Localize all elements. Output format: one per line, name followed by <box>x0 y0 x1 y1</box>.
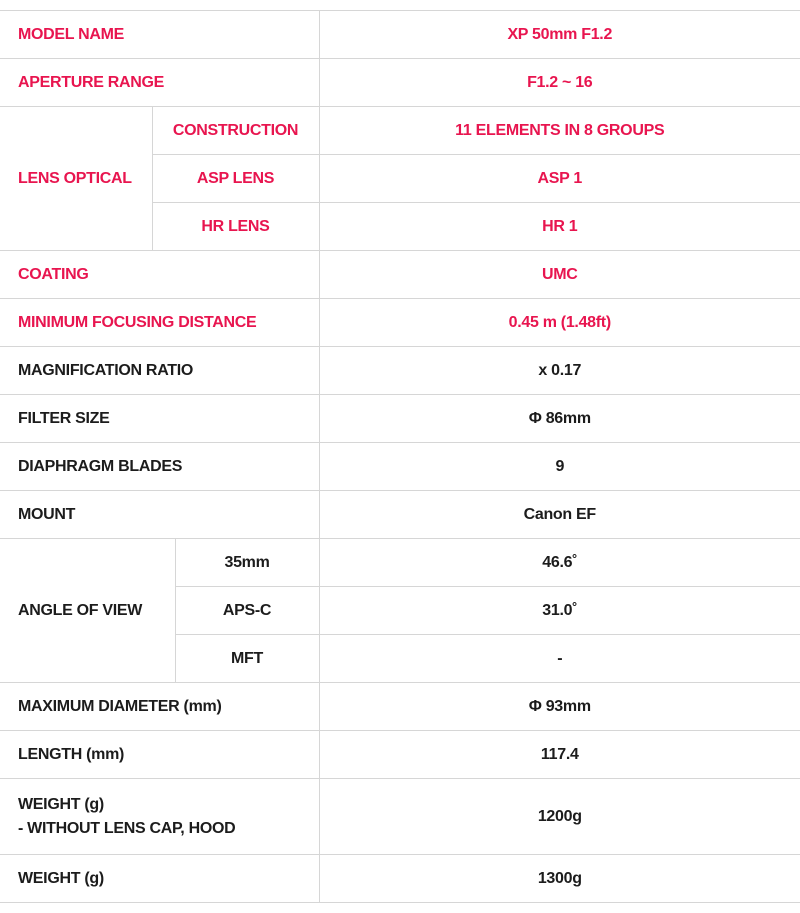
label-asp-lens: ASP LENS <box>152 155 319 203</box>
label-weight: WEIGHT (g) <box>0 855 319 903</box>
label-max-diameter: MAXIMUM DIAMETER (mm) <box>0 683 319 731</box>
value-model-name: XP 50mm F1.2 <box>319 11 800 59</box>
value-max-diameter: Φ 93mm <box>319 683 800 731</box>
label-aov-aps-c: APS-C <box>175 587 319 635</box>
row-magnification <box>0 347 800 395</box>
row-min-focus <box>0 299 800 347</box>
label-weight-bare <box>0 779 319 855</box>
value-hr-lens: HR 1 <box>319 203 800 251</box>
row-max-diameter <box>0 683 800 731</box>
label-mount: MOUNT <box>0 491 319 539</box>
row-aperture-range <box>0 59 800 107</box>
label-aov-35mm: 35mm <box>175 539 319 587</box>
label-aperture-range: APERTURE RANGE <box>0 59 319 107</box>
row-construction <box>0 107 800 155</box>
value-coating: UMC <box>319 251 800 299</box>
value-diaphragm: 9 <box>319 443 800 491</box>
value-aperture-range: F1.2 ~ 16 <box>319 59 800 107</box>
value-magnification: x 0.17 <box>319 347 800 395</box>
value-length: 117.4 <box>319 731 800 779</box>
row-weight <box>0 855 800 903</box>
value-aov-35mm: 46.6˚ <box>319 539 800 587</box>
row-filter-size <box>0 395 800 443</box>
label-aov-mft: MFT <box>175 635 319 683</box>
label-filter-size: FILTER SIZE <box>0 395 319 443</box>
value-aov-mft: - <box>319 635 800 683</box>
label-weight-bare-line1: WEIGHT (g) <box>18 795 104 813</box>
value-min-focus: 0.45 m (1.48ft) <box>319 299 800 347</box>
row-mount <box>0 491 800 539</box>
row-coating <box>0 251 800 299</box>
label-hr-lens: HR LENS <box>152 203 319 251</box>
row-length <box>0 731 800 779</box>
label-length: LENGTH (mm) <box>0 731 319 779</box>
value-construction: 11 ELEMENTS IN 8 GROUPS <box>319 107 800 155</box>
label-min-focus: MINIMUM FOCUSING DISTANCE <box>0 299 319 347</box>
value-aov-aps-c: 31.0˚ <box>319 587 800 635</box>
row-model-name <box>0 11 800 59</box>
row-diaphragm <box>0 443 800 491</box>
value-asp-lens: ASP 1 <box>319 155 800 203</box>
label-coating: COATING <box>0 251 319 299</box>
value-filter-size: Φ 86mm <box>319 395 800 443</box>
row-weight-bare <box>0 779 800 855</box>
label-diaphragm: DIAPHRAGM BLADES <box>0 443 319 491</box>
label-angle-of-view: ANGLE OF VIEW <box>0 539 175 683</box>
label-weight-bare-line2: - WITHOUT LENS CAP, HOOD <box>18 819 236 837</box>
row-aov-35mm <box>0 539 800 587</box>
label-construction: CONSTRUCTION <box>152 107 319 155</box>
label-lens-optical: LENS OPTICAL <box>0 107 152 251</box>
spec-table <box>0 10 800 903</box>
label-magnification: MAGNIFICATION RATIO <box>0 347 319 395</box>
value-mount: Canon EF <box>319 491 800 539</box>
value-weight: 1300g <box>319 855 800 903</box>
value-weight-bare: 1200g <box>319 779 800 855</box>
label-model-name: MODEL NAME <box>0 11 319 59</box>
